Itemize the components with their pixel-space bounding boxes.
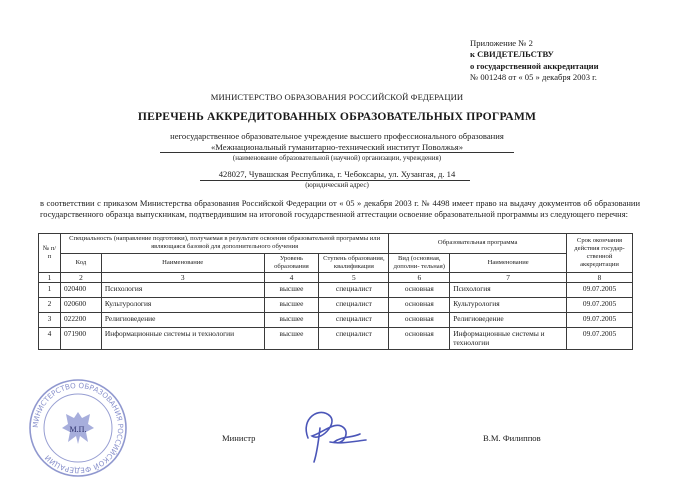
specialty-name: Культурология — [101, 298, 264, 313]
specialty-code: 022200 — [60, 313, 101, 328]
program-name: Информационные системы и технологии — [450, 328, 567, 350]
rights-paragraph: в соответствии с приказом Министерства образования Российской Федерации от « 05 » декабря 2003 г. № 4498 имеет право на выдачу документов об образовании государственного образца выпускникам, подтвердившим на итоговой государственной аттестации освоение образовательной программы из следующего перечня: — [40, 198, 640, 220]
table-row — [39, 298, 633, 313]
minister-signature — [290, 398, 370, 468]
header-kind: Вид (основная, дополни- тельная) — [389, 253, 450, 273]
header-name: Наименование — [101, 253, 264, 273]
official-seal — [28, 378, 128, 478]
header-level: Уровень образования — [264, 253, 319, 273]
header-program: Образовательная программа — [389, 234, 567, 254]
header-code: Код — [60, 253, 101, 273]
program-kind: основная — [389, 313, 450, 328]
programs-table — [38, 233, 633, 350]
program-kind: основная — [389, 283, 450, 298]
row-number: 3 — [39, 313, 61, 328]
program-kind: основная — [389, 328, 450, 350]
appendix-block — [470, 38, 670, 83]
institution-address: 428027, Чувашская Республика, г. Чебоксары, ул. Хузангая, д. 14 — [218, 169, 456, 179]
address-hint: (юридический адрес) — [305, 181, 369, 189]
seal-text: МИНИСТЕРСТВО ОБРАЗОВАНИЯ РОССИЙСКОЙ ФЕДЕРАЦИИ — [30, 380, 126, 476]
appendix-certificate: к СВИДЕТЕЛЬСТВУ — [470, 49, 554, 60]
institution-hint: (наименование образовательной (научной) организации, учреждения) — [232, 154, 442, 162]
header-num: № п/п — [39, 234, 61, 273]
col-number: 4 — [264, 273, 319, 283]
institution-type: негосударственное образовательное учреждение высшего профессионального образования — [170, 131, 504, 141]
table-row — [39, 283, 633, 298]
specialty-name: Религиоведение — [101, 313, 264, 328]
row-number: 1 — [39, 283, 61, 298]
ministry-header: МИНИСТЕРСТВО ОБРАЗОВАНИЯ РОССИЙСКОЙ ФЕДЕРАЦИИ — [210, 92, 464, 102]
col-number: 8 — [567, 273, 633, 283]
document-title: ПЕРЕЧЕНЬ АККРЕДИТОВАННЫХ ОБРАЗОВАТЕЛЬНЫХ ПРОГРАММ — [137, 110, 537, 123]
table-row — [39, 313, 633, 328]
appendix-number: Приложение № 2 — [470, 38, 533, 48]
institution-title: «Межнациональный гуманитарно-технический институт Поволжья» — [210, 141, 464, 152]
specialty-code: 020600 — [60, 298, 101, 313]
specialty-name: Психология — [101, 283, 264, 298]
col-number: 5 — [319, 273, 389, 283]
specialty-code: 071900 — [60, 328, 101, 350]
col-number: 1 — [39, 273, 61, 283]
education-level: высшее — [264, 313, 319, 328]
row-number: 2 — [39, 298, 61, 313]
header-degree: Ступень образования, квалификация — [319, 253, 389, 273]
minister-name: В.М. Филиппов — [483, 433, 541, 443]
col-number: 3 — [101, 273, 264, 283]
specialty-code: 020400 — [60, 283, 101, 298]
col-number: 2 — [60, 273, 101, 283]
col-number: 6 — [389, 273, 450, 283]
specialty-name: Информационные системы и технологии — [101, 328, 264, 350]
header-specialty: Специальность (направление подготовки), получаемая в результате освоения образовательной программы или являющаяся базовой для дополнительного обучения — [60, 234, 388, 254]
education-level: высшее — [264, 328, 319, 350]
header-program-name: Наименование — [450, 253, 567, 273]
program-name: Культурология — [450, 298, 567, 313]
appendix-accreditation: о государственной аккредитации — [470, 60, 599, 71]
seal-stamp-label: М.П. — [69, 425, 87, 434]
qualification: специалист — [319, 313, 389, 328]
qualification: специалист — [319, 283, 389, 298]
accreditation-term: 09.07.2005 — [567, 283, 633, 298]
qualification: специалист — [319, 298, 389, 313]
institution-name — [0, 131, 674, 153]
header-term: Срок окончания действия государ- ственной аккредитации — [567, 234, 633, 273]
column-numbers-row — [39, 273, 633, 283]
accreditation-term: 09.07.2005 — [567, 328, 633, 350]
row-number: 4 — [39, 328, 61, 350]
table-row — [39, 328, 633, 350]
accreditation-term: 09.07.2005 — [567, 298, 633, 313]
minister-label: Министр — [222, 433, 256, 443]
qualification: специалист — [319, 328, 389, 350]
institution-underline — [160, 152, 514, 153]
accreditation-term: 09.07.2005 — [567, 313, 633, 328]
col-number: 7 — [450, 273, 567, 283]
education-level: высшее — [264, 298, 319, 313]
program-name: Психология — [450, 283, 567, 298]
program-kind: основная — [389, 298, 450, 313]
program-name: Религиоведение — [450, 313, 567, 328]
appendix-cert-number: № 001248 от « 05 » декабря 2003 г. — [470, 71, 597, 82]
education-level: высшее — [264, 283, 319, 298]
